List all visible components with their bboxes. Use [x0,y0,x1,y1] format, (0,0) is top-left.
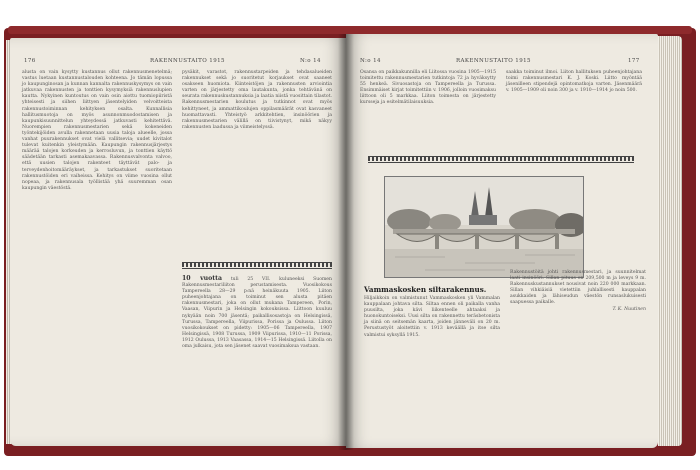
left-column-2-bottom [182,276,332,442]
right-page-edges [658,36,682,446]
ornamental-divider-right [368,156,634,163]
anniversary-text: tuli 25 VII. kuluneeksi Suomen Rakennusmestariliiton perustamisesta. Vuosikokous Tampereella 28—29 p:nä heinäkuuta 1905. Liiton puheenjohtajana on toiminut sen alusta pitäen rakennusmestari, joka on ollut mukana Tampereen, Porin, Vaasan, Viipurin ja Helsingin kokouksissa. Liittoon kuuluu nykyään noin 700 jäsentä; paikallisosastoja on Helsingissä, Turussa, Tampereella, Viipurissa, Porissa ja Oulussa. Liiton vuosikokoukset on pidetty: 1905—06 Tampereella, 1907 Helsingissä, 1908 Turussa, 1909 Viipurissa, 1910—11 Porissa, 1912 Oulussa, 1913 Vaasassa, 1914—15 Helsingissä. Liitolla on oma julkaisu, jota sen jäsenet saavat vuosimaksua vastaan. [182,277,332,350]
book-gutter [338,34,354,450]
right-issue-label: N:o 14 [360,58,381,64]
right-running-head: RAKENNUSTAITO 1915 [456,58,531,64]
left-column-1 [22,70,172,442]
section-title: Vammaskosken siltarakennus. [364,285,487,294]
left-issue-label: N:o 14 [300,58,321,64]
right-bottom-column-2 [510,270,646,440]
anniversary-heading: 10 vuotta [182,275,223,282]
bridge-photo [384,176,584,278]
right-top-column-1 [360,70,496,148]
left-column-2-top [182,70,332,246]
left-page [10,38,346,446]
article-signature: T. K. Nuutinen [612,306,646,312]
right-page-number: 177 [628,58,640,64]
left-page-number: 176 [24,58,36,64]
left-column-2-top-text: pysäkit, varastot, rakennustarpeiden ja tehdasalueiden rakennukset sekä jo suoritetut korjaukset ovat saaneet osakseen huomiota. Kiinteistöjen ja rakennusten arviointia varten on järjestetty oma lautakunta, jonka tehtävänä on seurata rakennuskustannuksia ja laatia niistä vuosittain tilastot. Rakennusmestarien koulutus ja tutkinnot ovat myös kehittyneet, ja ammattikoulujen oppilasmäärät ovat kasvaneet huomattavasti. Yhteistyö arkkitehtien, insinöörien ja rakennusmestarien välillä on tiivistynyt, mikä näkyy rakennusten laadussa ja viimeistelyssä. [182,70,332,130]
right-top-column-1-text: Osansa on paikkakunnilla eli Liitossa vuosina 1905—1915 toimitettu rakennusmestarien tutkintoja 72 ja hyväksytty 55 henkeä. Sivuosastoja on Tampereella ja Turussa. Ensimmäiset kirjat toimitettiin v. 1906, jolloin vuosimaksu liittoon oli 5 markkaa. Liiton toimesta on järjestetty kursseja ja esitelmätilaisuuksia. [360,70,496,106]
right-top-column-2 [506,70,642,148]
right-top-column-2-text: saakka toiminut ilmoi. Liiton hallituksen puheenjohtajana toimi rakennusmestari K. J. Koski. Liitto myöntää jäsenilleen stipendejä opintomatkoja varten. Jäsenmäärä v. 1905—1909 oli noin 300 ja v. 1910—1914 jo noin 500. [506,70,642,94]
right-bottom-column-1-text: Hiljaikkoin on valmistunut Vammaskosken yli Vammalan kauppalaan johtava silta. Siltaa ennen oli paikalla vanha puusilta, joka kävi liikenteelle ahtaaksi ja huonokuntoiseksi. Uusi silta on rakennettu teräsbetonista ja siinä on seitsemän kaarta, joiden jänneväli on 20 m. Perustustyöt aloitettiin v. 1913 keväällä ja itse silta valmistui syksyllä 1915. [364,296,500,338]
ornamental-divider [182,262,332,269]
right-bottom-column-1 [364,296,500,440]
left-running-head: RAKENNUSTAITO 1915 [150,58,225,64]
bridge-illustration [385,177,583,277]
right-bottom-column-2-text: Rakennustöitä johti rakennusmestari, ja suunnitelmat laati insinööri. Sillan pituus on 209,500 m ja leveys 9 m. Rakennuskustannukset nousivat noin 220 000 markkaan. Sillan vihkiäisiä vietettiin juhlallisesti kauppalan asukkaiden ja lähiseudun väestön runsaslukuisesti saapuessa paikalle. [510,270,646,306]
left-column-1-text: alusta on vain kysytty kustannus ollut rakennusmenetelmä; vastus luetaan kustannustalouden kohteena. Jo tämän lopussa jo kaupunginosan ja kunnan kannalta rakennuskysymys on vain jatkuvaa rakennusten ja tonttien kysymyksiä rakennuslupien kautta. Nykyinen kuntoutus on vain osin aiottu tuomiopiiristä yhteisesti ja siihen liittyen jäsentelyiden velvoitteista rakennustoiminnan kehityksen osalta. Kunnallisia hallitusmuotoja on myös asunnonmuodostamisen ja kaupunkisuunnittelun yhteydessä jatkuvasti kehitettävä. Nuorempien rakennusmestarien sekä kokeneiden työntekijöiden avulla rakennetaan uusia taloja alueelle, jossa vanhat puurakennukset ovat vielä vallitsevia; uudet kivitalot tulevat kuitenkin yleistymään. Kaupungin rakennusjärjestys määrää talojen korkeuden ja kerrosluvun, ja tonttien käyttö säädetään tarkasti asemakaavassa. Rakennusvalvonta valvoo, että uusien talojen rakenteet täyttävät palo- ja terveydenhoitomääräykset, ja tarkastukset suoritetaan rakennustöiden eri vaiheissa. Kehitys on viime vuosina ollut nopeaa, ja rakennusala työllistää yhä suuremman osan kaupungin väestöstä. [22,70,172,191]
book-cover-top [8,26,692,34]
